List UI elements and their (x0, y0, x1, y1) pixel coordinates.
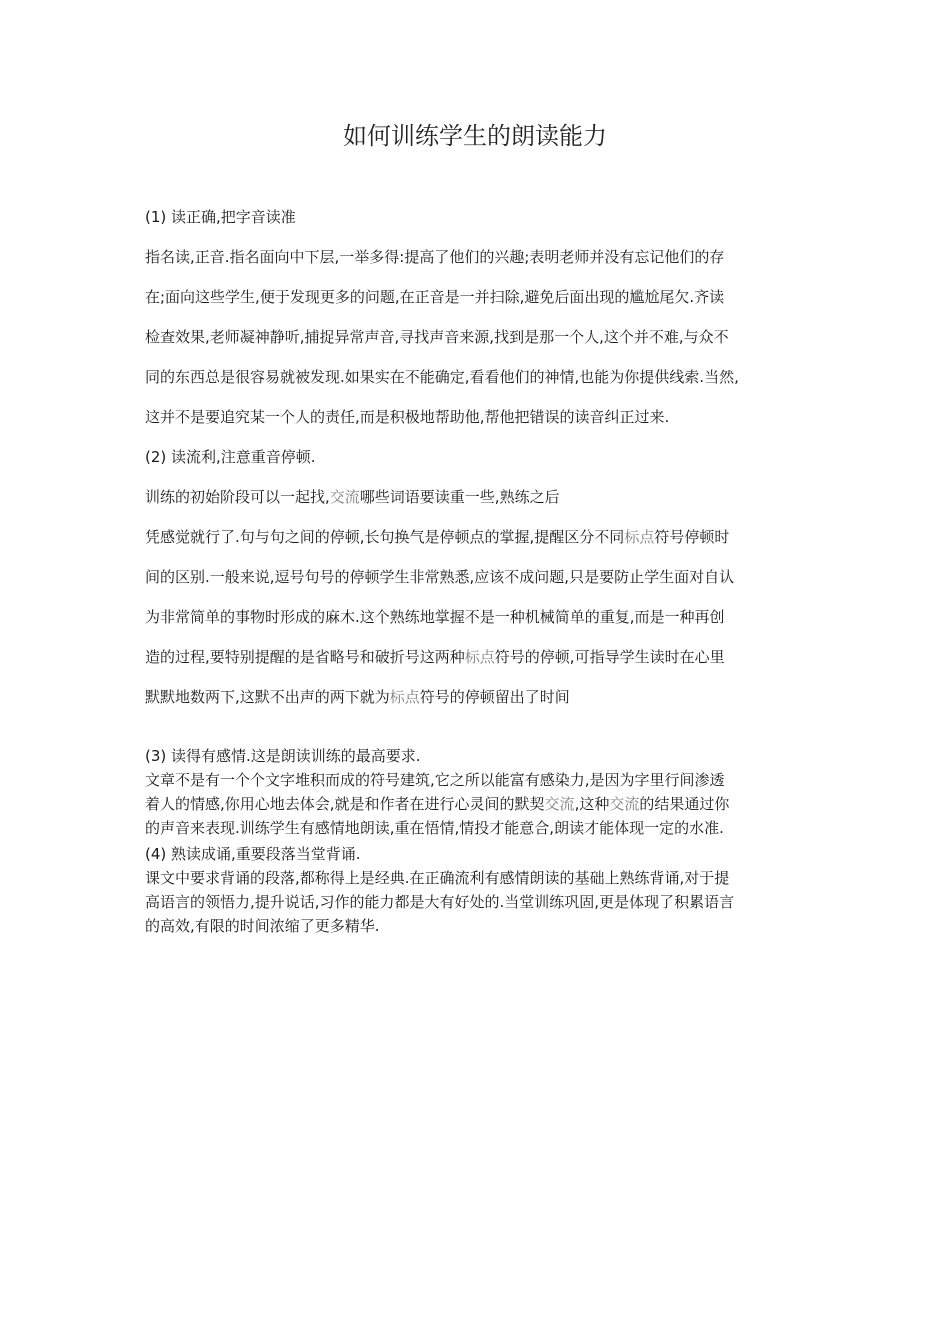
section-2-line (145, 486, 560, 508)
text-run: 训练的初始阶段可以一起找, (145, 488, 330, 506)
section-2-line (145, 686, 570, 708)
section-1-line: 这并不是要追究某一个人的责任,而是积极地帮助他,帮他把错误的读音纠正过来. (145, 408, 670, 426)
section-1-line: 在;面向这些学生,便于发现更多的问题,在正音是一并扫除,避免后面出现的尴尬尾欠.齐读 (145, 288, 725, 306)
highlighted-term: 交流 (329, 488, 360, 506)
section-3-heading: (3) 读得有感情.这是朗读训练的最高要求. (145, 747, 421, 765)
text-run: 符号停顿时 (654, 528, 730, 546)
text-run: 造的过程,要特别提醒的是省略号和破折号这两种 (145, 648, 465, 666)
section-4-line: 的高效,有限的时间浓缩了更多精华. (145, 917, 380, 935)
text-run: ,这种 (574, 795, 610, 813)
section-4-heading: (4) 熟读成诵,重要段落当堂背诵. (145, 845, 361, 863)
section-3-line (145, 793, 729, 815)
section-2-line: 间的区别.一般来说,逗号句号的停顿学生非常熟悉,应该不成问题,只是要防止学生面对自认 (145, 568, 735, 586)
text-run: 默默地数两下,这默不出声的两下就为 (145, 688, 390, 706)
section-1-line: 检查效果,老师凝神静听,捕捉异常声音,寻找声音来源,找到是那一个人,这个并不难,与众不 (145, 328, 729, 346)
section-2-line: 为非常简单的事物时形成的麻木.这个熟练地掌握不是一种机械简单的重复,而是一种再创 (145, 608, 725, 626)
highlighted-term: 标点 (464, 648, 495, 666)
section-1-line: 指名读,正音.指名面向中下层,一举多得:提高了他们的兴趣;表明老师并没有忘记他们的存 (145, 248, 725, 266)
section-1-line: 同的东西总是很容易就被发现.如果实在不能确定,看看他们的神情,也能为你提供线索.当然, (145, 368, 739, 386)
highlighted-term: 标点 (624, 528, 655, 546)
section-2-line (145, 646, 725, 668)
highlighted-term: 交流 (609, 795, 640, 813)
text-run: 的结果通过你 (639, 795, 730, 813)
section-3-line: 的声音来表现.训练学生有感情地朗读,重在悟情,情投才能意合,朗读才能体现一定的水准. (145, 819, 724, 837)
text-run: 凭感觉就行了.句与句之间的停顿,长句换气是停顿点的掌握,提醒区分不同 (145, 528, 625, 546)
section-4-line: 高语言的领悟力,提升说话,习作的能力都是大有好处的.当堂训练巩固,更是体现了积累语言 (145, 893, 735, 911)
highlighted-term: 交流 (544, 795, 575, 813)
section-3-line: 文章不是有一个个文字堆积而成的符号建筑,它之所以能富有感染力,是因为字里行间渗透 (145, 771, 725, 789)
highlighted-term: 标点 (389, 688, 420, 706)
text-run: 符号的停顿留出了时间 (419, 688, 570, 706)
text-run: 哪些词语要读重一些,熟练之后 (359, 488, 560, 506)
text-run: 符号的停顿,可指导学生读时在心里 (494, 648, 725, 666)
section-1-heading: (1) 读正确,把字音读准 (145, 208, 296, 226)
section-2-line (145, 526, 729, 548)
document-title: 如何训练学生的朗读能力 (343, 122, 607, 150)
section-2-heading: (2) 读流利,注意重音停顿. (145, 448, 316, 466)
section-4-line: 课文中要求背诵的段落,都称得上是经典.在正确流利有感情朗读的基础上熟练背诵,对于提 (145, 869, 730, 887)
text-run: 着人的情感,你用心地去体会,就是和作者在进行心灵间的默契 (145, 795, 545, 813)
